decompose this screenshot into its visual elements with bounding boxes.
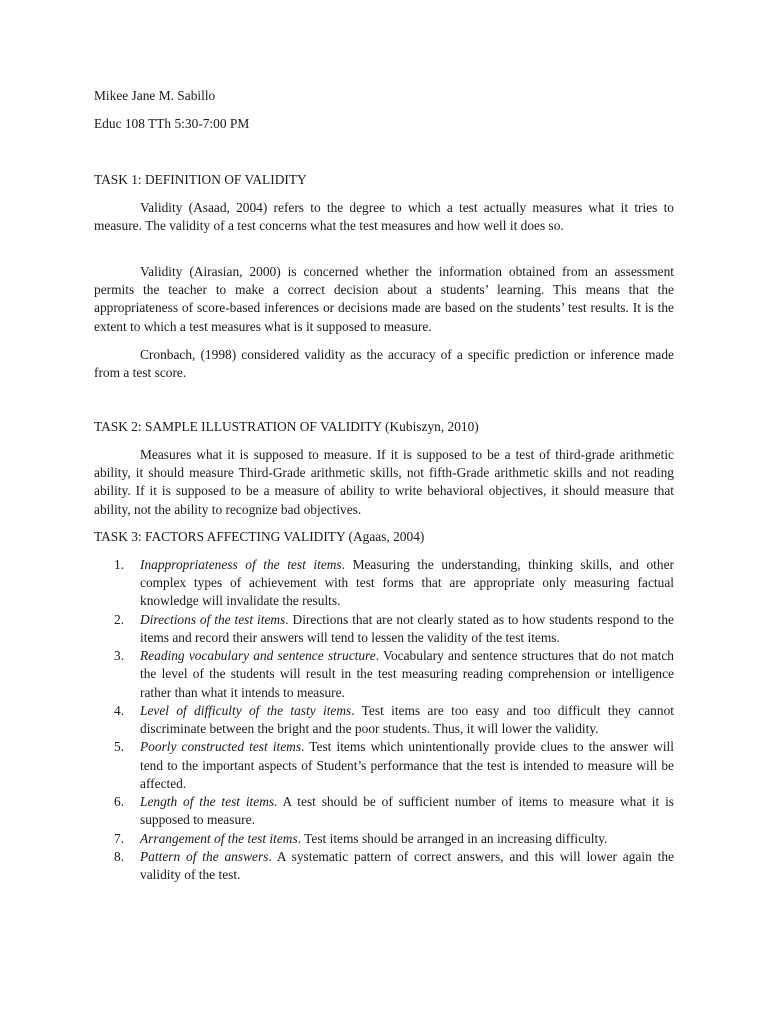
list-number: 2. — [114, 611, 125, 627]
factor-term: Poorly constructed test items — [140, 739, 302, 755]
task2-paragraph: Measures what it is supposed to measure. If it is supposed to be a test of third-grade arithmetic ability, it should measure Third-Grade arithmetic skills, not fifth-Grade arithmetic skills and not reading ability. If it is supposed to be a measure of ability to write behavioral objectives, it should measure that ability, not the ability to recognize bad objectives. — [94, 447, 674, 517]
author-name: Mikee Jane M. Sabillo — [94, 88, 216, 103]
factor-text: . Directions that are not clearly stated as to how students respond to the items and record their answers will tend to lessen the validity of the test items. — [140, 611, 674, 645]
task1-paragraph-2: Validity (Airasian, 2000) is concerned whether the information obtained from an assessment permits the teacher to make a correct decision about a students’ learning. This means that the appropriateness of score-based inferences or decisions made are based on the students’ test results. It is the extent to which a test measures what is it supposed to measure. — [94, 264, 674, 334]
list-number: 7. — [114, 830, 125, 846]
list-item — [94, 702, 674, 738]
list-item — [94, 556, 674, 611]
factor-term: Reading vocabulary and sentence structure — [140, 648, 376, 664]
task3-heading: TASK 3: FACTORS AFFECTING VALIDITY (Agaas, 2004) — [94, 529, 425, 544]
factor-text: . A systematic pattern of correct answers, and this will lower again the validity of the test. — [140, 848, 674, 883]
factor-text: . Test items which unintentionally provide clues to the answer will tend to the important aspects of Student’s performance that the test is intended to measure will be affected. — [140, 739, 674, 791]
list-number: 4. — [114, 702, 125, 718]
factor-text: . Test items are too easy and too difficult they cannot discriminate between the bright and the poor students. Thus, it will lower the validity. — [140, 702, 674, 737]
task1-paragraph-3: Cronbach, (1998) considered validity as the accuracy of a specific prediction or inference made from a test score. — [94, 347, 674, 381]
factor-term: Level of difficulty of the tasty items — [140, 702, 352, 718]
list-item — [94, 738, 674, 793]
factor-text: . Measuring the understanding, thinking skills, and other complex types of achievement with test forms that are appropriate only measuring factual knowledge will invalidate the results. — [140, 557, 675, 609]
factors-list — [94, 556, 674, 884]
list-number: 5. — [114, 739, 125, 755]
task1-paragraph-1: Validity (Asaad, 2004) refers to the degree to which a test actually measures what it tries to measure. The validity of a test concerns what the test measures and how well it does so. — [94, 200, 674, 234]
list-item — [94, 793, 674, 829]
factor-term: Length of the test items. — [140, 794, 278, 810]
factor-text: . Test items should be arranged in an increasing difficulty. — [297, 830, 608, 846]
factor-text: A test should be of sufficient number of items to measure what it is supposed to measure. — [140, 794, 674, 828]
list-number: 1. — [114, 557, 125, 572]
list-number: 8. — [114, 848, 125, 864]
factor-text: . Vocabulary and sentence structures that do not match the level of the students will result in the test measuring reading comprehension or intelligence rather than what it intends to measure. — [140, 648, 674, 700]
list-item — [94, 830, 674, 848]
factor-term: Inappropriateness of the test items — [140, 557, 342, 572]
factor-term: Arrangement of the test items — [140, 830, 298, 846]
course-info: Educ 108 TTh 5:30-7:00 PM — [94, 116, 250, 131]
task1-heading: TASK 1: DEFINITION OF VALIDITY — [94, 172, 307, 187]
task2-heading: TASK 2: SAMPLE ILLUSTRATION OF VALIDITY (Kubiszyn, 2010) — [94, 419, 479, 434]
list-item — [94, 647, 674, 702]
list-item — [94, 611, 674, 647]
factor-term: Directions of the test items — [140, 611, 286, 627]
list-number: 6. — [114, 794, 125, 810]
list-item — [94, 848, 674, 884]
list-number: 3. — [114, 648, 125, 664]
factor-term: Pattern of the answers — [140, 848, 269, 864]
